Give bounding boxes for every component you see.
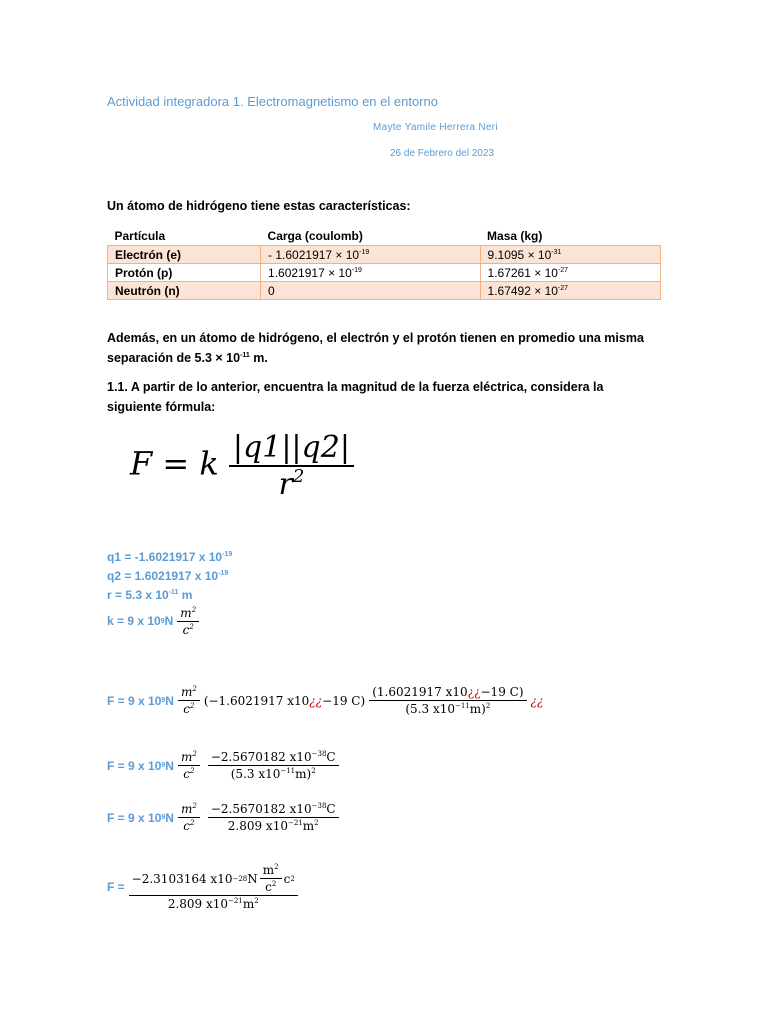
value-r: r = 5.3 x $10^{-11}$ m bbox=[107, 588, 193, 602]
table-header: Masa (kg) bbox=[480, 227, 660, 246]
value-q2: q2 = 1.6021917 x $10^{-19}$ bbox=[107, 569, 229, 583]
particle-mass: $1.67492 \times 10^{-27}$ bbox=[480, 282, 660, 300]
value-k: k = 9 x 10 9 N $\frac{m^2}{c^2}$ bbox=[107, 605, 232, 638]
formula-denominator: $r^2$ bbox=[278, 466, 305, 502]
particle-mass: $1.67261 \times 10^{-27}$ bbox=[480, 264, 660, 282]
document-title: Actividad integradora 1. Electromagnetismo en el entorno bbox=[107, 94, 438, 109]
formula-lhs: F = k bbox=[130, 444, 219, 483]
step-3: F = 9 x 10 9 N $\frac{m^2}{c^2}$ $\frac{-2.5670182 x10^{-38}C}{2.809 x10^{-21}m^2}$ bbox=[107, 801, 343, 834]
question-paragraph: 1.1. A partir de lo anterior, encuentra la magnitud de la fuerza eléctrica, considera la siguiente fórmula: bbox=[107, 380, 604, 414]
particle-name: Electrón (e) bbox=[108, 246, 261, 264]
table-header-row bbox=[108, 227, 661, 246]
given-values bbox=[107, 548, 232, 638]
particle-mass: $9.1095 \times 10^{-31}$ bbox=[480, 246, 660, 264]
table-header: Carga (coulomb) bbox=[261, 227, 481, 246]
intro-text: Un átomo de hidrógeno tiene estas características: bbox=[107, 199, 411, 213]
separation-paragraph: Además, en un átomo de hidrógeno, el electrón y el protón tienen en promedio una misma separación de $5.3 \times 10^{-11}$ m. bbox=[107, 331, 644, 365]
step-1: F = 9 x 10 9 N $\frac{m^2}{c^2}$ (−1.6021917 x10 ¿¿ −19 C) $\frac{(1.6021917 x10¿¿-19 C)}{(5.3 x10^{-11}m)^2}$ ¿¿ bbox=[107, 685, 544, 716]
particles-table bbox=[107, 227, 661, 300]
table-row bbox=[108, 246, 661, 264]
step-2: F = 9 x 10 9 N $\frac{m^2}{c^2}$ $\frac{-2.5670182 x10^{-38}C}{(5.3 x10^{-11}m)^2}$ bbox=[107, 749, 343, 782]
particle-charge: $1.6021917 \times 10^{-19}$ bbox=[261, 264, 481, 282]
particle-charge: 0 bbox=[261, 282, 481, 300]
particle-charge: - $1.6021917 \times 10^{-19}$ bbox=[261, 246, 481, 264]
coulomb-formula bbox=[130, 430, 354, 502]
formula-numerator: |q1||q2| bbox=[229, 430, 354, 467]
formula-fraction bbox=[229, 430, 354, 502]
author-name: Mayte Yamile Herrera Neri bbox=[373, 122, 498, 133]
table-row bbox=[108, 264, 661, 282]
value-q1: q1 = -1.6021917 x $10^{-19}$ bbox=[107, 550, 233, 564]
table-row bbox=[108, 282, 661, 300]
table-header: Partícula bbox=[108, 227, 261, 246]
document-date: 26 de Febrero del 2023 bbox=[390, 148, 494, 159]
particle-name: Protón (p) bbox=[108, 264, 261, 282]
step-4: F = −2.3103164 x10 −28 N $\frac{m^2}{c^2}$ c 2 2.809 $x10^{-21}m^2$ bbox=[107, 862, 302, 912]
particle-name: Neutrón (n) bbox=[108, 282, 261, 300]
